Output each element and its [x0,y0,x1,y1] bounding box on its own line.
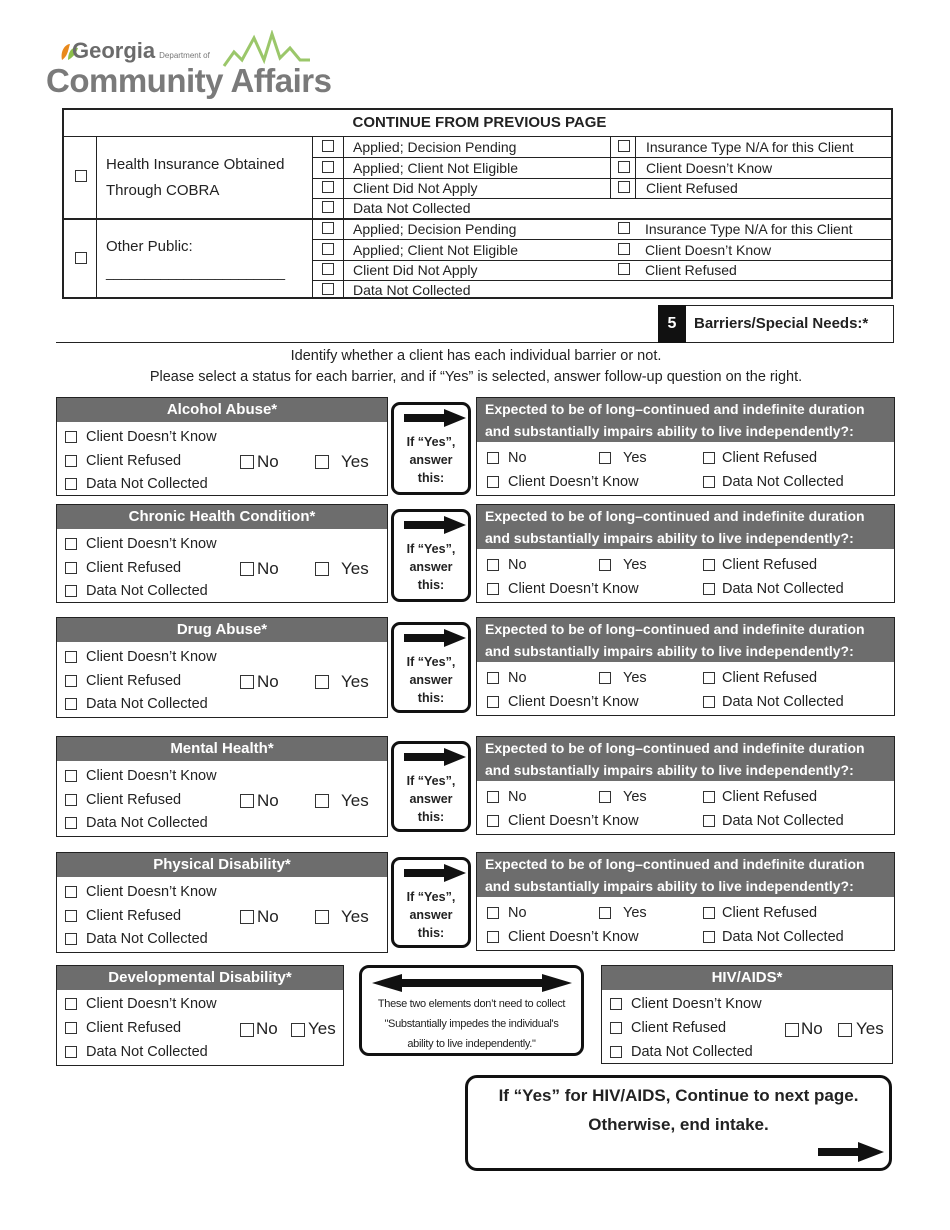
barrier-title: Mental Health* [57,737,387,761]
option-label: Yes [623,450,647,466]
no-label: No [256,1019,278,1038]
middle-note-line1: These two elements don’t need to collect [377,998,566,1010]
option-label: No [508,789,527,805]
right-arrow-icon [818,1142,884,1162]
option-label: Client Refused [722,670,818,686]
if-yes-arrow-box [391,622,471,713]
option-label: Applied; Client Not Eligible [353,242,518,258]
followup-yes-checkbox[interactable] [599,791,611,803]
checkbox[interactable] [322,283,334,295]
checkbox[interactable] [618,263,630,275]
option-label: Client Doesn’t Know [508,474,639,490]
followup-no-checkbox[interactable] [487,791,499,803]
option-label: Client Refused [645,262,737,278]
option-label: Client Doesn’t Know [508,694,639,710]
middle-note-box [359,965,584,1056]
checkbox[interactable] [65,538,77,550]
followup-yes-checkbox[interactable] [599,452,611,464]
yes-label: Yes [856,1019,884,1038]
yes-label: Yes [341,907,369,926]
option-label: Client Doesn’t Know [86,884,217,900]
option-label: Yes [623,905,647,921]
yes-label: Yes [341,452,369,471]
followup-box-mental-health [476,736,895,835]
if-yes-text [394,433,468,487]
other-public-blank: _______________________ [106,264,286,280]
barrier-box-drug-abuse [56,617,388,718]
if-yes-line1: If “Yes”, [406,655,456,669]
option-label: Applied; Decision Pending [353,221,517,237]
if-yes-line3: this: [417,926,445,940]
if-yes-line2: answer [409,792,453,806]
checkbox[interactable] [322,140,334,152]
option-label: No [508,557,527,573]
right-arrow-icon [404,629,466,647]
barrier-title: Drug Abuse* [57,618,387,642]
option-label: No [508,450,527,466]
checkbox[interactable] [618,181,630,193]
option-label: Data Not Collected [353,200,471,216]
option-label: Client Doesn’t Know [645,242,772,258]
section-number: 5 [658,305,686,343]
followup-no-checkbox[interactable] [487,559,499,571]
followup-dont-know-checkbox[interactable] [487,931,499,943]
followup-yes-checkbox[interactable] [599,559,611,571]
table-title: CONTINUE FROM PREVIOUS PAGE [352,114,607,131]
followup-dont-know-checkbox[interactable] [487,815,499,827]
no-label: No [257,559,279,578]
followup-question-line2: and substantially impairs ability to live independently?: [477,420,894,442]
option-label: No [508,670,527,686]
hiv-aids-box [601,965,893,1064]
option-label: Data Not Collected [86,815,208,831]
option-label: No [508,905,527,921]
if-yes-arrow-box [391,857,471,948]
barrier-box-chronic-health-condition [56,504,388,603]
if-yes-line1: If “Yes”, [406,774,456,788]
option-label: Client Did Not Apply [353,262,478,278]
checkbox[interactable] [65,675,77,687]
followup-refused-checkbox[interactable] [703,559,715,571]
checkbox[interactable] [65,651,77,663]
yes-label: Yes [308,1019,336,1038]
barrier-title: HIV/AIDS* [602,966,892,990]
if-yes-line3: this: [417,691,445,705]
checkbox[interactable] [618,140,630,152]
followup-no-checkbox[interactable] [487,452,499,464]
other-public-row-checkbox[interactable] [75,252,87,264]
barrier-title: Chronic Health Condition* [57,505,387,529]
option-label: Insurance Type N/A for this Client [646,139,854,155]
followup-refused-checkbox[interactable] [703,672,715,684]
yes-checkbox[interactable] [315,562,329,576]
checkbox[interactable] [610,1022,622,1034]
option-label: Client Refused [86,673,182,689]
followup-no-checkbox[interactable] [487,672,499,684]
option-label: Client Did Not Apply [353,180,478,196]
instruction-line-1: Identify whether a client has each individual barrier or not. [290,348,662,364]
checkbox[interactable] [65,478,77,490]
no-checkbox[interactable] [785,1023,799,1037]
if-yes-text [394,888,468,942]
followup-no-checkbox[interactable] [487,907,499,919]
insurance-table [62,108,893,299]
final-instruction-line1: If “Yes” for HIV/AIDS, Continue to next page. [498,1086,859,1105]
if-yes-arrow-box [391,509,471,602]
option-label: Data Not Collected [86,696,208,712]
option-label: Yes [623,557,647,573]
if-yes-line3: this: [417,578,445,592]
section-title: Barriers/Special Needs:* [686,305,894,343]
checkbox[interactable] [65,562,77,574]
followup-dont-know-checkbox[interactable] [487,476,499,488]
followup-box-alcohol-abuse [476,397,895,496]
barrier-title: Alcohol Abuse* [57,398,387,422]
barrier-title: Physical Disability* [57,853,387,877]
followup-refused-checkbox[interactable] [703,791,715,803]
if-yes-text [394,540,468,594]
yes-checkbox[interactable] [315,910,329,924]
option-label: Client Doesn’t Know [508,581,639,597]
followup-question-line1: Expected to be of long–continued and indefinite duration [477,737,894,759]
middle-note-line3: ability to live independently." [407,1038,536,1050]
option-label: Yes [623,789,647,805]
no-checkbox[interactable] [240,675,254,689]
yes-label: Yes [341,559,369,578]
followup-not-collected-checkbox[interactable] [703,583,715,595]
yes-checkbox[interactable] [291,1023,305,1037]
option-label: Client Refused [722,905,818,921]
checkbox[interactable] [65,455,77,467]
checkbox[interactable] [65,585,77,597]
no-checkbox[interactable] [240,562,254,576]
yes-checkbox[interactable] [838,1023,852,1037]
followup-question-line1: Expected to be of long–continued and indefinite duration [477,618,894,640]
right-arrow-icon [404,409,466,427]
right-arrow-icon [404,864,466,882]
barrier-box-mental-health [56,736,388,837]
barrier-box-alcohol-abuse [56,397,388,496]
double-arrow-icon [372,974,572,992]
option-label: Client Refused [86,453,182,469]
no-label: No [257,791,279,810]
if-yes-line1: If “Yes”, [406,890,456,904]
option-label: Client Refused [86,560,182,576]
yes-checkbox[interactable] [315,455,329,469]
followup-not-collected-checkbox[interactable] [703,476,715,488]
yes-checkbox[interactable] [315,794,329,808]
option-label: Client Doesn’t Know [86,768,217,784]
checkbox[interactable] [65,998,77,1010]
option-label: Data Not Collected [722,694,844,710]
if-yes-text [394,653,468,707]
checkbox[interactable] [322,181,334,193]
final-instruction-line2: Otherwise, end intake. [588,1115,769,1134]
yes-label: Yes [341,672,369,691]
middle-note-text [362,994,581,1054]
if-yes-line2: answer [409,560,453,574]
checkbox[interactable] [610,1046,622,1058]
option-label: Data Not Collected [86,476,208,492]
checkbox[interactable] [322,243,334,255]
option-label: Data Not Collected [86,583,208,599]
followup-question-line2: and substantially impairs ability to live independently?: [477,759,894,781]
no-label: No [257,452,279,471]
followup-question-line2: and substantially impairs ability to live independently?: [477,875,894,897]
checkbox[interactable] [65,886,77,898]
no-label: No [257,672,279,691]
if-yes-line1: If “Yes”, [406,542,456,556]
no-checkbox[interactable] [240,794,254,808]
checkbox[interactable] [322,222,334,234]
option-label: Yes [623,670,647,686]
checkbox[interactable] [65,698,77,710]
option-label: Client Refused [646,180,738,196]
followup-yes-checkbox[interactable] [599,672,611,684]
if-yes-line2: answer [409,908,453,922]
option-label: Client Refused [631,1020,727,1036]
followup-yes-checkbox[interactable] [599,907,611,919]
middle-note-line2: "Substantially impedes the individual's [384,1018,559,1030]
checkbox[interactable] [618,243,630,255]
no-label: No [801,1019,823,1038]
no-checkbox[interactable] [240,910,254,924]
option-label: Client Refused [86,1020,182,1036]
checkbox[interactable] [322,201,334,213]
yes-label: Yes [341,791,369,810]
if-yes-arrow-box [391,402,471,495]
option-label: Data Not Collected [631,1044,753,1060]
if-yes-line3: this: [417,471,445,485]
checkbox[interactable] [65,770,77,782]
section-divider [56,342,658,343]
option-label: Data Not Collected [353,282,471,298]
followup-not-collected-checkbox[interactable] [703,931,715,943]
logo-georgia-text: Georgia Department of [72,38,210,63]
followup-refused-checkbox[interactable] [703,907,715,919]
logo-main-text: Community Affairs [46,62,332,99]
if-yes-text [394,772,468,826]
cobra-label-line2: Through COBRA [106,182,220,199]
option-label: Applied; Client Not Eligible [353,160,518,176]
checkbox[interactable] [618,222,630,234]
checkbox[interactable] [65,933,77,945]
followup-question-line2: and substantially impairs ability to live independently?: [477,640,894,662]
checkbox[interactable] [65,817,77,829]
checkbox[interactable] [610,998,622,1010]
option-label: Client Refused [86,908,182,924]
option-label: Data Not Collected [722,581,844,597]
cobra-label-line1: Health Insurance Obtained [106,156,285,173]
option-label: Client Doesn’t Know [86,429,217,445]
instruction-line-2: Please select a status for each barrier, and if “Yes” is selected, answer follow-up question on the right. [149,369,803,385]
final-instruction-box [465,1075,892,1171]
followup-question-line2: and substantially impairs ability to live independently?: [477,527,894,549]
option-label: Data Not Collected [722,813,844,829]
option-label: Data Not Collected [722,929,844,945]
if-yes-arrow-box [391,741,471,832]
checkbox[interactable] [65,431,77,443]
if-yes-line2: answer [409,673,453,687]
if-yes-line3: this: [417,810,445,824]
followup-box-drug-abuse [476,617,895,716]
option-label: Applied; Decision Pending [353,139,517,155]
option-label: Client Doesn’t Know [508,929,639,945]
option-label: Data Not Collected [86,1044,208,1060]
option-label: Client Refused [722,557,818,573]
followup-question-line1: Expected to be of long–continued and indefinite duration [477,398,894,420]
no-checkbox[interactable] [240,1023,254,1037]
checkbox[interactable] [65,794,77,806]
right-arrow-icon [404,748,466,766]
barrier-title: Developmental Disability* [57,966,343,990]
option-label: Client Refused [86,792,182,808]
option-label: Client Doesn’t Know [86,649,217,665]
followup-box-physical-disability [476,852,895,951]
other-public-label: Other Public: [106,238,193,255]
no-checkbox[interactable] [240,455,254,469]
option-label: Data Not Collected [722,474,844,490]
checkbox[interactable] [65,910,77,922]
checkbox[interactable] [65,1022,77,1034]
followup-not-collected-checkbox[interactable] [703,815,715,827]
followup-not-collected-checkbox[interactable] [703,696,715,708]
followup-dont-know-checkbox[interactable] [487,583,499,595]
followup-box-chronic-health-condition [476,504,895,603]
option-label: Client Refused [722,450,818,466]
option-label: Client Refused [722,789,818,805]
option-label: Client Doesn’t Know [86,536,217,552]
option-label: Insurance Type N/A for this Client [645,221,853,237]
yes-checkbox[interactable] [315,675,329,689]
checkbox[interactable] [322,263,334,275]
option-label: Client Doesn’t Know [508,813,639,829]
option-label: Client Doesn’t Know [86,996,217,1012]
option-label: Client Doesn’t Know [646,160,773,176]
barrier-box-physical-disability [56,852,388,953]
followup-refused-checkbox[interactable] [703,452,715,464]
no-label: No [257,907,279,926]
checkbox[interactable] [322,161,334,173]
followup-question-line1: Expected to be of long–continued and indefinite duration [477,853,894,875]
if-yes-line1: If “Yes”, [406,435,456,449]
logo-dept-text: Department of [159,51,210,60]
if-yes-line2: answer [409,453,453,467]
right-arrow-icon [404,516,466,534]
checkbox[interactable] [618,161,630,173]
cobra-row-checkbox[interactable] [75,170,87,182]
developmental-disability-box [56,965,344,1066]
option-label: Client Doesn’t Know [631,996,762,1012]
followup-question-line1: Expected to be of long–continued and indefinite duration [477,505,894,527]
checkbox[interactable] [65,1046,77,1058]
followup-dont-know-checkbox[interactable] [487,696,499,708]
option-label: Data Not Collected [86,931,208,947]
